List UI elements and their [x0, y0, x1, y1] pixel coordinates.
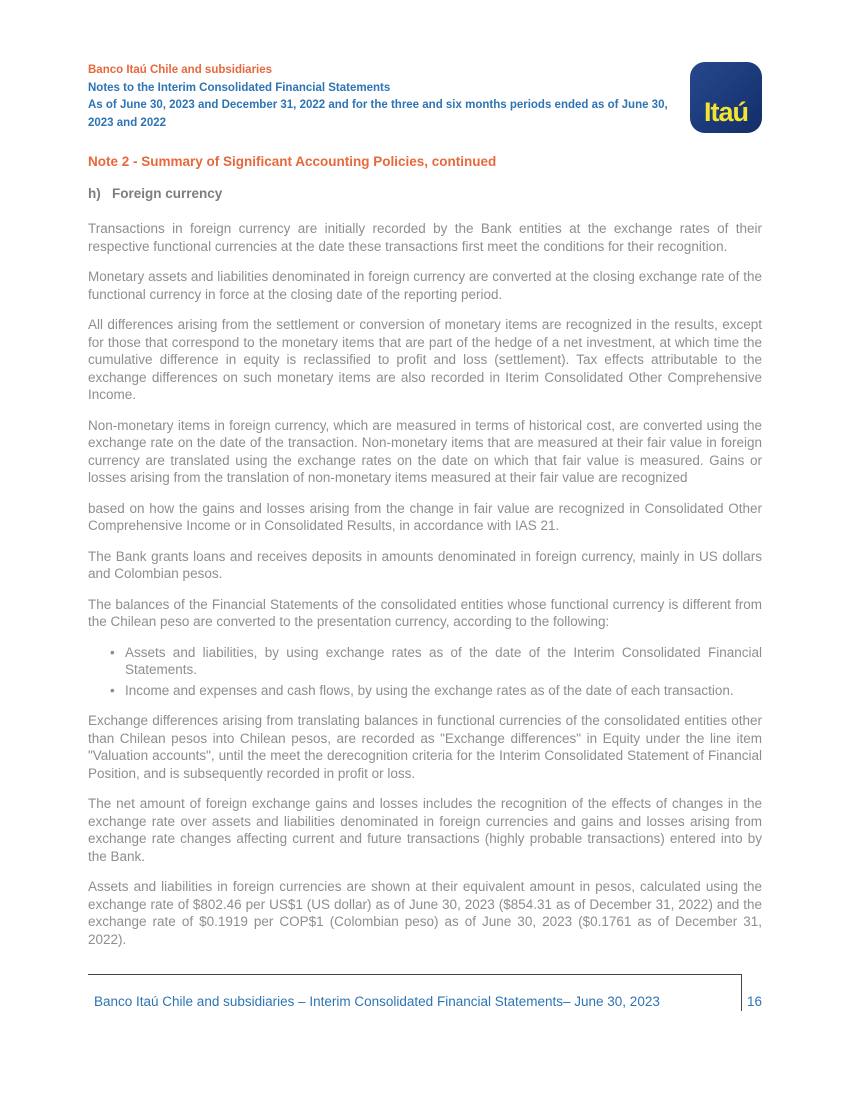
- paragraph: All differences arising from the settlement or conversion of monetary items are recognized in the results, except for those that correspond to the monetary items that are part of the hedge of a net investment, at which time the cumulative difference in equity is reclassified to profit and loss (settlement). Tax effects attributable to the exchange differences on such monetary items are also recorded in Iterim Consolidated Other Comprehensive Income.: [88, 317, 762, 402]
- paragraph: Assets and liabilities in foreign currencies are shown at their equivalent amount in pesos, calculated using the exchange rate of $802.46 per US$1 (US dollar) as of June 30, 2023 ($854.31 as of December 31, 2022) and the exchange rate of $0.1919 per COP$1 (Colombian peso) as of June 30, 2023 ($0.1761 as of December 31, 2022).: [88, 879, 762, 947]
- note-title: Note 2 - Summary of Significant Accounting Policies, continued: [88, 154, 497, 169]
- footer-page-divider: [741, 974, 742, 1011]
- paragraph: The balances of the Financial Statements of the consolidated entities whose functional currency is different from the Chilean peso are converted to the presentation currency, according to the following:: [88, 596, 762, 629]
- body-text: [88, 220, 762, 948]
- bullet-list: [88, 644, 762, 700]
- section-label: h): [88, 185, 101, 201]
- paragraph: Exchange differences arising from translating balances in functional currencies of the consolidated entities other than Chilean pesos into Chilean pesos, are recorded as "Exchange differences" in Equity under the line item "Valuation accounts", until the meet the derecognition criteria for the Interim Consolidated Statement of Financial Position, and is subsequently recorded in profit or loss.: [88, 713, 762, 781]
- document-title: Notes to the Interim Consolidated Financial Statements: [88, 81, 391, 94]
- page-content: [88, 62, 762, 961]
- paragraph: Monetary assets and liabilities denominated in foreign currency are converted at the closing exchange rate of the functional currency in force at the closing date of the reporting period.: [88, 269, 762, 302]
- page-header: [88, 62, 762, 133]
- header-text-block: [88, 62, 676, 132]
- document-period: As of June 30, 2023 and December 31, 2022 and for the three and six months periods ended as of June 30, 2023 and 2022: [88, 99, 668, 129]
- footer-page-number: 16: [747, 994, 763, 1009]
- footer-rule: [88, 974, 741, 975]
- footer-text: Banco Itaú Chile and subsidiaries – Interim Consolidated Financial Statements– June 30, 2023: [94, 994, 660, 1009]
- section-title: Foreign currency: [112, 185, 223, 201]
- paragraph: based on how the gains and losses arising from the change in fair value are recognized in Consolidated Other Comprehensive Income or in Consolidated Results, in accordance with IAS 21.: [88, 500, 762, 533]
- paragraph: Transactions in foreign currency are initially recorded by the Bank entities at the exchange rates of their respective functional currencies at the date these transactions first meet the conditions for their recognition.: [88, 221, 762, 254]
- paragraph: The Bank grants loans and receives deposits in amounts denominated in foreign currency, mainly in US dollars and Colombian pesos.: [88, 548, 762, 581]
- itau-logo: [690, 62, 762, 133]
- paragraph: Non-monetary items in foreign currency, which are measured in terms of historical cost, are converted using the exchange rate on the date of the transaction. Non-monetary items that are measured at their fair value in foreign currency are translated using the exchange rates on the date on which that fair value is measured. Gains or losses arising from the translation of non-monetary items measured at their fair value are recognized: [88, 417, 762, 485]
- itau-logo-text: Itaú: [703, 97, 748, 127]
- bullet-item: • Assets and liabilities, by using exchange rates as of the date of the Interim Consolidated Financial Statements.: [88, 644, 762, 679]
- section-heading: [88, 185, 762, 203]
- paragraph: The net amount of foreign exchange gains and losses includes the recognition of the effects of changes in the exchange rate over assets and liabilities denominated in foreign currencies and gains and losses arising from exchange rate changes affecting current and future transactions (highly probable transactions) entered into by the Bank.: [88, 796, 762, 864]
- bullet-item: • Income and expenses and cash flows, by using the exchange rates as of the date of each transaction.: [88, 682, 762, 700]
- company-name: Banco Itaú Chile and subsidiaries: [88, 64, 273, 76]
